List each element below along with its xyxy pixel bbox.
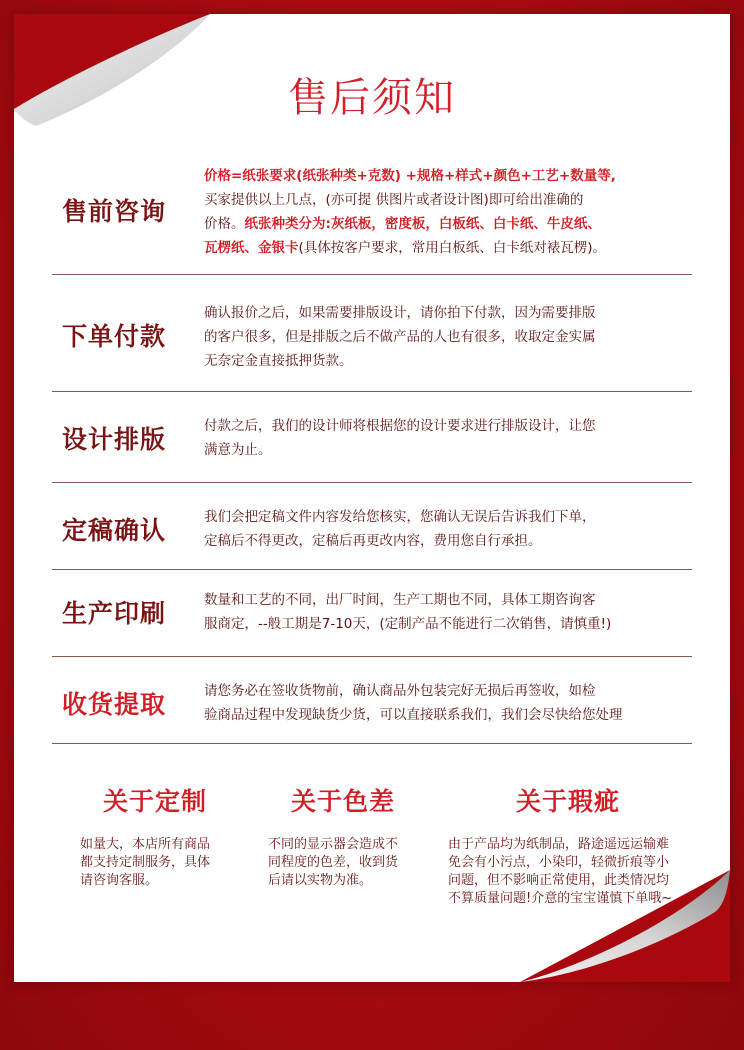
text-line: 确认报价之后，如果需要排版设计，请你拍下付款，因为需要排版 [204,305,596,321]
section-text [204,164,694,260]
about-title: 关于色差 [290,787,395,816]
text-line [204,188,694,212]
about-title: 关于定制 [102,787,207,816]
text-run: 买家提供以上几点，(亦可提 供图片或者设计图)即可给出准确的 [204,192,584,208]
section-label: 定稿确认 [62,516,167,545]
text-line: 后请以实物为准。 [268,873,373,888]
text-line: 验商品过程中发现缺货少货，可以直接联系我们，我们会尽快给您处理 [204,707,623,723]
section-text [204,679,694,727]
section-label: 生产印刷 [62,599,167,628]
text-line: 请您务必在签收货物前，确认商品外包装完好无损后再签收，如检 [204,683,596,699]
section-final-confirm [52,483,692,570]
text-line: 无奈定金直接抵押货款。 [204,353,353,369]
text-line: 不同的显示器会造成不 [268,837,399,852]
text-line: 请咨询客服。 [80,873,159,888]
text-run: 价格。 [204,216,245,232]
section-text [204,505,694,553]
text-line: 由于产品均为纸制品，路途遥远运输难 [448,837,670,852]
text-line: 满意为止。 [204,442,272,458]
section-production-printing [52,570,692,657]
section-design-layout [52,392,692,483]
text-line: 都支持定制服务，具体 [80,855,211,870]
section-text [204,588,694,636]
section-label: 收货提取 [62,690,167,719]
page-title: 售后须知 [288,75,456,121]
text-run: 价格=纸张要求(纸张种类+克数) +规格+样式+颜色+工艺+数量等, [204,168,616,184]
text-line: 服商定，--般工期是7-10天，(定制产品不能进行二次销售，请慎重!) [204,616,612,632]
text-line: 的客户很多，但是排版之后不做产品的人也有很多，收取定金实属 [204,329,596,345]
text-line [204,212,694,236]
text-run: 瓦楞纸、金银卡 [204,240,299,256]
text-line: 同程度的色差，收到货 [268,855,399,870]
about-customization [80,782,230,890]
about-color-difference [268,782,418,890]
section-label: 售前咨询 [62,197,167,226]
section-presale-consult [52,158,692,275]
about-text [268,836,418,890]
section-label: 设计排版 [62,425,167,454]
section-text [204,414,694,462]
section-label: 下单付款 [62,322,167,351]
text-line: 我们会把定稿文件内容发给您核实，您确认无误后告诉我们下单， [204,509,596,525]
about-text [80,836,230,890]
text-line: 问题，但不影响正常使用，此类情况均 [448,873,670,888]
text-line: 免会有小污点，小染印，轻微折痕等小 [448,855,670,870]
about-defects [448,782,688,908]
section-receipt-pickup [52,657,692,744]
section-text [204,301,694,373]
text-run: (具体按客户要求，常用白板纸、白卡纸对裱瓦楞)。 [298,240,607,256]
section-order-payment [52,275,692,392]
text-line: 定稿后不得更改，定稿后再更改内容，费用您自行承担。 [204,533,542,549]
text-line: 付款之后，我们的设计师将根据您的设计要求进行排版设计，让您 [204,418,596,434]
about-text [448,836,688,908]
text-run: 纸张种类分为:灰纸板，密度板，白板纸、白卡纸、牛皮纸、 [244,216,601,232]
text-line: 如量大，本店所有商品 [80,837,211,852]
text-line: 不算质量问题!介意的宝宝谨慎下单哦~ [448,891,673,906]
text-line: 数量和工艺的不同，出厂时间，生产工期也不同，具体工期咨询客 [204,592,596,608]
about-title: 关于瑕疵 [515,787,620,816]
text-line [204,164,694,188]
text-line [204,236,694,260]
